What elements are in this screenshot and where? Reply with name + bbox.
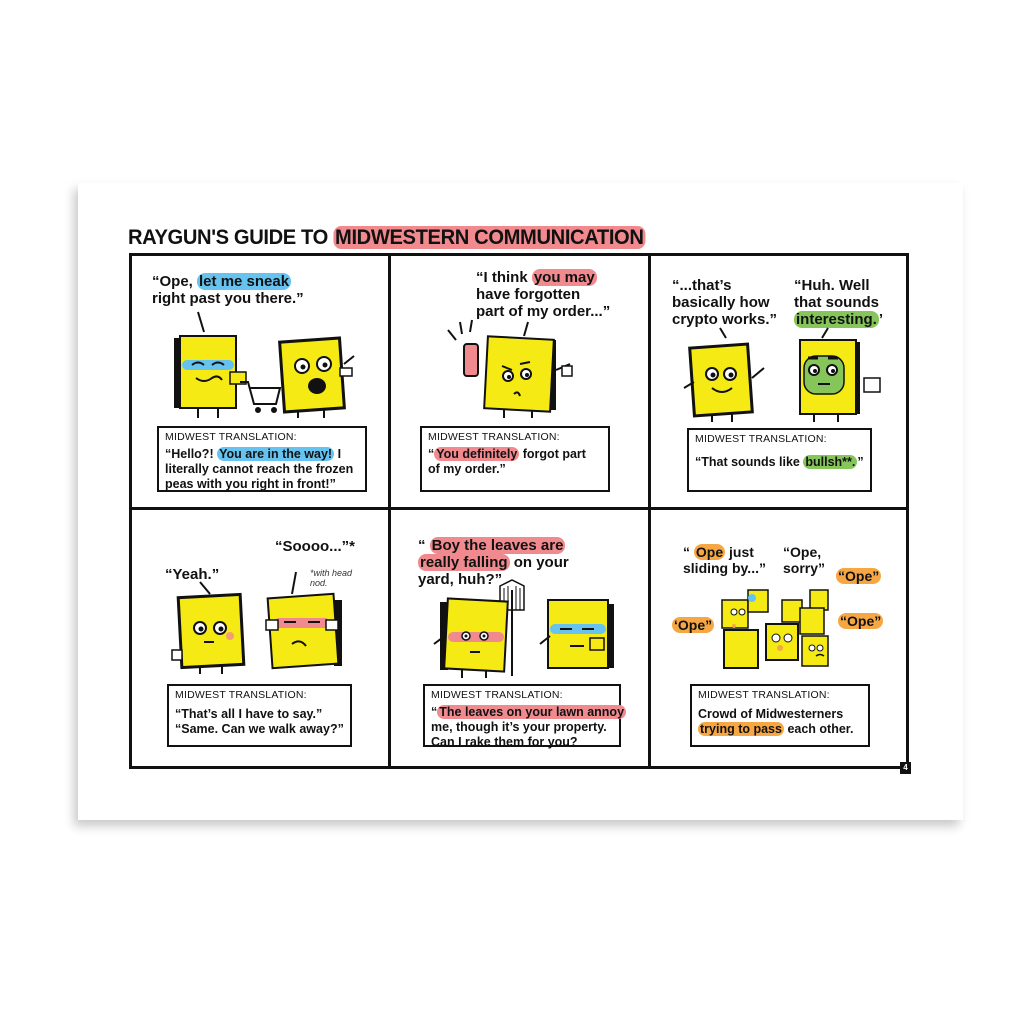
speech-text: have forgotten [476, 286, 581, 303]
footnote-text: *with head [310, 568, 353, 578]
happy-character-icon [684, 344, 764, 422]
translation-highlight: The leaves on your lawn annoy [439, 705, 625, 719]
translation-label: MIDWEST TRANSLATION: [695, 433, 827, 445]
panel-6-speech-c [836, 568, 881, 585]
translation-label: MIDWEST TRANSLATION: [165, 431, 297, 443]
translation-text: literally cannot reach the frozen [165, 462, 354, 476]
speech-text: part of my order...” [476, 303, 611, 320]
phone-icon [448, 320, 478, 376]
panel-2-speech [476, 269, 610, 320]
speech-highlight: really falling [420, 554, 508, 571]
speech-text: “Ope, [783, 544, 822, 560]
panel-divider-v1 [388, 253, 391, 769]
panel-1-translation [157, 426, 367, 492]
panel-4-speech-left: “Yeah.” [165, 566, 220, 583]
translation-text: “ [428, 447, 435, 461]
speech-text: on your [509, 554, 569, 571]
panel-3-speech-left [672, 277, 777, 328]
speech-text: right past you there.” [152, 290, 304, 307]
speech-highlight: Boy the leaves are [431, 537, 564, 554]
translation-text: “Same. Can we walk away?” [175, 722, 344, 736]
neighbor-character-icon [540, 600, 614, 668]
nodding-character-icon [266, 594, 342, 668]
speech-text: “ [418, 537, 430, 554]
translation-text: “That’s all I have to say.” [175, 707, 323, 721]
panel-divider-v2 [648, 253, 651, 769]
sneaky-character-icon [174, 336, 246, 418]
speech-highlight: “Ope” [840, 613, 882, 629]
panel-4-speech-right: “Soooo...”* [275, 538, 355, 555]
speech-text: crypto works.” [672, 311, 778, 328]
speech-highlight: “Ope” [838, 568, 880, 584]
shopping-cart-icon [240, 382, 280, 413]
translation-label: MIDWEST TRANSLATION: [175, 689, 307, 701]
translation-text: Can I rake them for you? [431, 735, 578, 749]
crowd-of-characters-icon [722, 590, 828, 668]
translation-text: Crowd of Midwesterners [698, 707, 844, 721]
surprised-character-icon [280, 338, 354, 418]
panel-6-translation [690, 684, 870, 747]
translation-highlight: You definitely [436, 447, 518, 461]
speech-text: sorry” [783, 560, 826, 576]
translation-text: me, though it’s your property. [431, 720, 607, 734]
speech-text: basically how [672, 294, 770, 311]
speech-text: ’ [878, 311, 884, 328]
translation-label: MIDWEST TRANSLATION: [428, 431, 560, 443]
title-prefix: RAYGUN'S GUIDE TO [128, 226, 334, 249]
translation-highlight: trying to pass [700, 722, 782, 736]
speech-text: yard, huh?” [418, 571, 503, 588]
translation-text: I [334, 447, 342, 461]
panel-6-speech-a [683, 544, 766, 576]
translation-highlight: You are in the way! [219, 447, 333, 461]
translation-label: MIDWEST TRANSLATION: [698, 689, 830, 701]
speech-highlight: let me sneak [199, 273, 290, 290]
panel-2-characters [440, 318, 590, 423]
panel-5-translation [423, 684, 625, 749]
speech-text: that sounds [794, 294, 879, 311]
translation-text: peas with you right in front!” [165, 477, 336, 491]
speech-highlight: interesting. [796, 311, 877, 328]
confused-character-icon [484, 336, 572, 418]
panel-3-translation [687, 428, 872, 492]
translation-text: “ [431, 705, 438, 719]
speech-text: sliding by...” [683, 560, 766, 576]
speech-text: just [725, 544, 754, 560]
speech-text: “Huh. Well [794, 277, 870, 294]
translation-label: MIDWEST TRANSLATION: [431, 689, 563, 701]
speech-highlight: ‘Ope” [674, 617, 713, 633]
panel-6-crowd [712, 584, 842, 674]
panel-2-translation [420, 426, 610, 492]
panel-4-translation [167, 684, 352, 747]
translation-text: each other. [783, 722, 854, 736]
panel-3-speech-right [794, 277, 883, 328]
translation-text: “That sounds like [695, 455, 804, 469]
panel-divider-h [129, 507, 909, 510]
panel-4-characters [170, 580, 360, 680]
translation-highlight: bullsh**. [805, 455, 856, 469]
page-title [128, 226, 645, 250]
translation-text: of my order.” [428, 462, 506, 476]
speech-highlight: you may [533, 269, 595, 286]
speech-text: “I think [476, 269, 532, 286]
translation-text: ” [857, 455, 864, 469]
panel-5-characters [430, 580, 620, 680]
neutral-character-icon [172, 594, 244, 674]
speech-text: “Ope, [152, 273, 198, 290]
panel-6-speech-e [838, 613, 883, 630]
panel-6-speech-d [672, 617, 714, 634]
title-highlight: MIDWESTERN COMMUNICATION [335, 226, 644, 249]
speech-text: “ [683, 544, 694, 560]
translation-text: “Hello?! [165, 447, 218, 461]
panel-3-characters [680, 326, 890, 426]
raking-character-icon [434, 598, 508, 678]
speech-highlight: Ope [695, 544, 724, 560]
panel-1-characters [160, 310, 380, 420]
page-number: 4 [900, 762, 911, 774]
translation-text: forgot part [519, 447, 586, 461]
speech-text: “...that’s [672, 277, 732, 294]
panel-1-speech [152, 273, 304, 307]
panel-6-speech-b [783, 544, 825, 576]
footnote-text: nod. [310, 578, 328, 588]
unimpressed-character-icon [800, 340, 880, 422]
